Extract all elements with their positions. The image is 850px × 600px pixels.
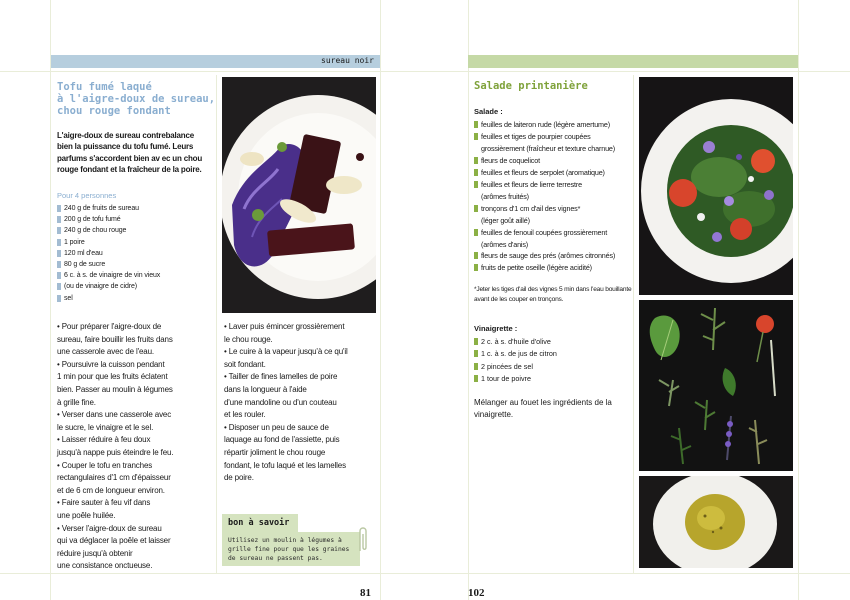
salad-item: fruits de petite oseille (légère acidité) <box>474 262 634 274</box>
salad-item: (arômes fruités) <box>481 191 529 201</box>
steps-column-1 <box>57 321 217 573</box>
step-line: à grille fine. <box>57 397 96 407</box>
step-line: bien. Passer au moulin à légumes <box>57 384 173 394</box>
salad-item: fleurs de coquelicot <box>474 155 634 167</box>
tip-label-tab <box>222 514 298 532</box>
guide-line <box>468 0 469 600</box>
servings: Pour 4 personnes <box>57 191 117 200</box>
salad-item: fleurs de sauge des prés (arômes citronnés) <box>474 250 634 262</box>
ingredient-item: 240 g de chou rouge <box>57 225 213 236</box>
guide-line <box>0 573 850 574</box>
step-line: • Verser l'aigre-doux de sureau <box>57 523 162 533</box>
recipe-title-line: à l'aigre-doux de sureau, <box>57 93 216 105</box>
step-line: rectangulaires d'1 cm d'épaisseur <box>57 473 171 483</box>
page-number-right: 102 <box>468 587 485 599</box>
paperclip-icon <box>356 525 370 555</box>
step-line: sureau, faire bouillir les fruits dans <box>57 334 173 344</box>
ingredient-item: 1 poire <box>57 237 213 248</box>
step-line: jusqu'à nappe puis éteindre le feu. <box>57 447 174 457</box>
step-line: • Pour préparer l'aigre-doux de <box>57 322 162 331</box>
tip-text: Utilisez un moulin à légumes à grille fine pour que les graines de sureau ne passent pas. <box>222 532 360 566</box>
step-line: laquage au fond de l'assiette, puis <box>224 435 340 445</box>
salad-item: feuilles de fenouil coupées grossièrement <box>474 227 634 239</box>
step-line: • Poursuivre la cuisson pendant <box>57 359 165 369</box>
salad-item: grossièrement (fraîcheur et texture charnue) <box>481 143 616 153</box>
salad-item: feuilles de laiteron rude (légère amertume) <box>474 119 634 131</box>
salad-item: feuilles et fleurs de serpolet (aromatique) <box>474 167 634 179</box>
ingredient-item: 80 g de sucre <box>57 259 213 270</box>
step-line: 1 min pour que les fruits éclatent <box>57 372 168 382</box>
guide-line <box>50 0 51 600</box>
salad-item: feuilles et tiges de pourpier coupées <box>474 131 634 143</box>
recipe-title-line: Tofu fumé laqué <box>57 81 152 93</box>
vinaigrette-item: 1 tour de poivre <box>474 373 630 385</box>
step-line: le sucre, le vinaigre et le sel. <box>57 422 154 432</box>
vinaigrette-photo <box>639 476 793 568</box>
ingredient-item: (ou de vinaigre de cidre) <box>57 281 213 292</box>
guide-line <box>798 0 799 600</box>
step-line: d'une mandoline ou d'un couteau <box>224 397 337 407</box>
vinaigrette-item: 2 pincées de sel <box>474 361 630 373</box>
step-line: • Laver puis émincer grossièrement <box>224 322 345 331</box>
step-line: réduire jusqu'à obtenir <box>57 548 133 558</box>
vinaigrette-item: 1 c. à s. de jus de citron <box>474 348 630 360</box>
recipe-intro: L'aigre-doux de sureau contrebalance bien la puissance du tofu fumé. Leurs parfums s'accordent bien av ec un chou rouge fondant et la fraîcheur de la poire. <box>57 131 203 174</box>
step-line: • Laisser réduire à feu doux <box>57 435 151 445</box>
ingredient-item: sel <box>57 293 213 304</box>
section-header-bar <box>468 55 798 68</box>
salad-ingredient-list <box>474 119 634 274</box>
step-line: et de 6 cm de longueur environ. <box>57 485 165 495</box>
step-line: • Couper le tofu en tranches <box>57 460 153 470</box>
guide-line <box>0 71 850 72</box>
vinaigrette-item: 2 c. à s. d'huile d'olive <box>474 336 630 348</box>
vinaigrette-list <box>474 336 630 386</box>
step-line: • Le cuire à la vapeur jusqu'à ce qu'il <box>224 347 348 357</box>
step-line: dans la longueur à l'aide <box>224 384 307 394</box>
salad-label: Salade : <box>474 107 503 116</box>
step-line: une poêle huilée. <box>57 510 116 520</box>
section-header-bar <box>51 55 380 68</box>
recipe-title-line: chou rouge fondant <box>57 105 171 117</box>
step-line: et les rouler. <box>224 410 266 420</box>
salad-title: Salade printanière <box>474 80 588 92</box>
page-number-left: 81 <box>360 587 371 599</box>
step-line: • Faire sauter à feu vif dans <box>57 498 151 508</box>
step-line: de poire. <box>224 473 254 483</box>
dish-illustration <box>222 77 376 313</box>
vinaigrette-illustration <box>639 476 793 568</box>
herbs-illustration <box>639 300 793 471</box>
salad-item: feuilles et fleurs de lierre terrestre <box>474 179 634 191</box>
closing-instruction: Mélanger au fouet les ingrédients de la vinaigrette. <box>474 398 612 420</box>
footnote: *Jeter les tiges d'ail des vignes 5 min dans l'eau bouillante avant de les couper en tronçons. <box>474 286 632 303</box>
tip-label: bon à savoir <box>228 518 290 528</box>
step-line: répartir joliment le chou rouge <box>224 447 326 457</box>
ingredient-item: 240 g de fruits de sureau <box>57 203 213 214</box>
step-line: • Disposer un peu de sauce de <box>224 422 329 432</box>
step-line: • Verser dans une casserole avec <box>57 410 172 420</box>
ingredient-list <box>57 203 213 304</box>
salad-item: (arômes d'anis) <box>481 239 529 249</box>
step-line: • Tailler de fines lamelles de poire <box>224 372 338 382</box>
ingredient-item: 200 g de tofu fumé <box>57 214 213 225</box>
recipe-title <box>57 81 217 117</box>
step-line: fondant, le tofu laqué et les lamelles <box>224 460 346 470</box>
salad-illustration <box>639 77 793 295</box>
salad-item: (léger goût aillé) <box>481 215 530 225</box>
herbs-photo <box>639 300 793 471</box>
steps-column-2 <box>224 321 380 485</box>
step-line: qui va déglacer la poêle et laisser <box>57 536 171 546</box>
guide-line <box>380 0 381 600</box>
salad-item: tronçons d'1 cm d'ail des vignes* <box>474 203 634 215</box>
ingredient-item: 6 c. à s. de vinaigre de vin vieux <box>57 270 213 281</box>
step-line: une consistance onctueuse. <box>57 561 153 571</box>
ingredient-item: 120 ml d'eau <box>57 248 213 259</box>
dish-photo <box>222 77 376 313</box>
vinaigrette-label: Vinaigrette : <box>474 324 518 333</box>
step-line: soit fondant. <box>224 359 266 369</box>
step-line: le chou rouge. <box>224 334 273 344</box>
salad-photo <box>639 77 793 295</box>
section-header: sureau noir <box>321 56 374 65</box>
step-line: une casserole avec de l'eau. <box>57 347 154 357</box>
